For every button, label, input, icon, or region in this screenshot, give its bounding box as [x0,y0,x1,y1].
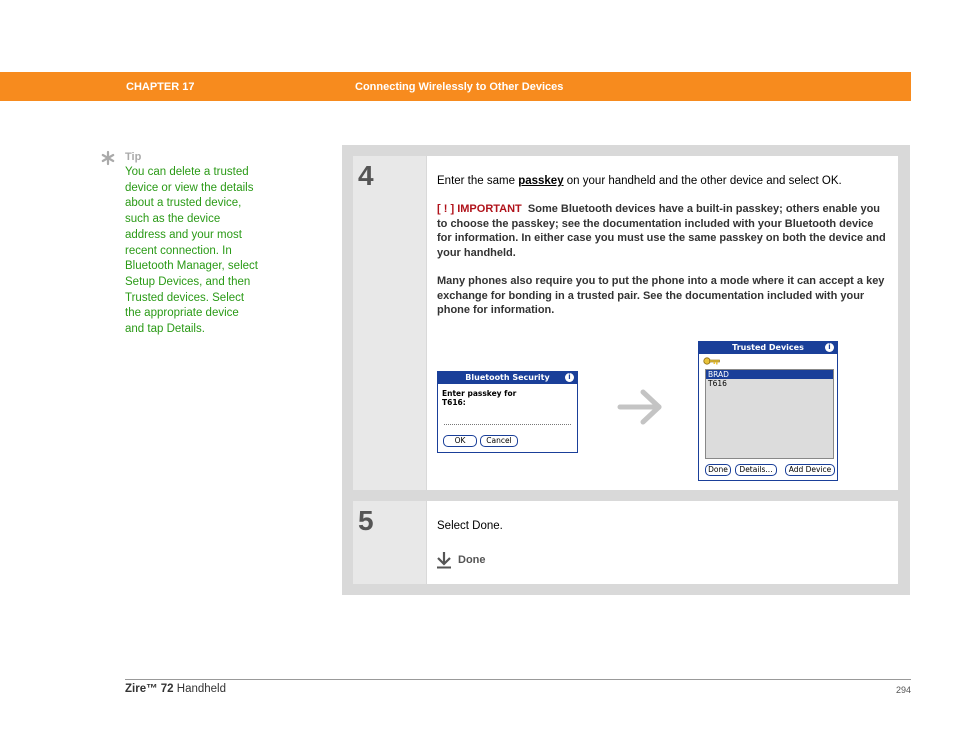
important-tag [437,203,522,215]
tip-line: You can delete a trusted [125,166,249,178]
details-button[interactable]: Details... [735,464,777,476]
important-note [437,202,889,260]
step-number-cell [353,156,426,490]
bluetooth-security-dialog [437,371,578,453]
trusted-device-list [705,369,834,459]
tip-line: the appropriate device [125,307,239,320]
passkey-link[interactable]: passkey [518,175,564,187]
arrow-down-icon [436,551,452,569]
dialog-title: Trusted Devices [732,343,804,352]
info-icon[interactable]: i [565,373,574,382]
chapter-title: Connecting Wirelessly to Other Devices [355,81,564,93]
step-number: 4 [358,160,374,191]
product-name: Zire™ 72 [125,683,174,695]
phone-note: Many phones also require you to put the phone into a mode where it can accept a key exchange for bonding in a trusted pair. See the documentation included with your phone for information. [437,275,885,316]
bracket: ] [450,203,455,215]
step-number: 5 [358,505,374,536]
ok-button[interactable]: OK [443,435,477,447]
exclamation-icon: ! [443,203,448,215]
done-label: Done [458,554,486,566]
step-content [427,501,898,584]
product-suffix: Handheld [173,683,227,695]
dialog-title-bar [438,372,577,384]
tip-line: address and your most [125,228,242,241]
tip-body [125,165,275,338]
step-5 [353,501,898,584]
tip-line: Setup Devices, and then [125,275,251,288]
bracket: [ [437,203,441,215]
dialog-title: Bluetooth Security [465,373,550,382]
tip-line: recent connection. In [125,244,232,257]
step-number-cell [353,501,426,584]
important-text: Some Bluetooth devices have a built-in passkey; others enable you to choose the passkey; see the documentation included with your Bluetooth device for information. In either case you must use the same passkey on both the device and your handheld. [437,203,886,259]
passkey-input[interactable] [444,424,571,425]
cancel-button[interactable]: Cancel [480,435,518,447]
footer-product [125,683,226,695]
asterisk-icon [100,150,116,166]
step-content [427,156,898,490]
step-instruction [437,175,842,187]
chapter-number: CHAPTER 17 [126,81,195,93]
step-instruction: Select Done. [437,520,503,532]
footer-divider [125,679,911,680]
instruction-text: on your handheld and the other device and select OK. [563,175,842,187]
trusted-devices-dialog [698,341,838,481]
key-icon [703,355,721,367]
instruction-text: Enter the same [437,175,519,187]
tip-line: and tap Details. [125,323,205,336]
done-button[interactable]: Done [705,464,731,476]
tip-line: Bluetooth Manager, select [125,260,258,273]
tip-label: Tip [125,151,142,163]
arrow-right-icon [617,388,665,426]
device-list-item[interactable]: T616 [708,379,727,388]
tip-line: such as the device [125,213,221,226]
dialog-title-bar [699,342,837,354]
passkey-prompt [442,389,516,407]
tip-line: Trusted devices. Select [125,291,245,304]
prompt-line: T616: [442,398,466,407]
important-label: IMPORTANT [457,203,522,215]
step-4 [353,156,898,490]
page-number: 294 [895,685,911,695]
add-device-button[interactable]: Add Device [785,464,835,476]
info-icon[interactable]: i [825,343,834,352]
tip-line: about a trusted device, [125,197,242,210]
tip-line: device or view the details [125,181,254,194]
prompt-line: Enter passkey for [442,389,517,398]
device-list-item-selected[interactable]: BRAD [706,370,833,379]
